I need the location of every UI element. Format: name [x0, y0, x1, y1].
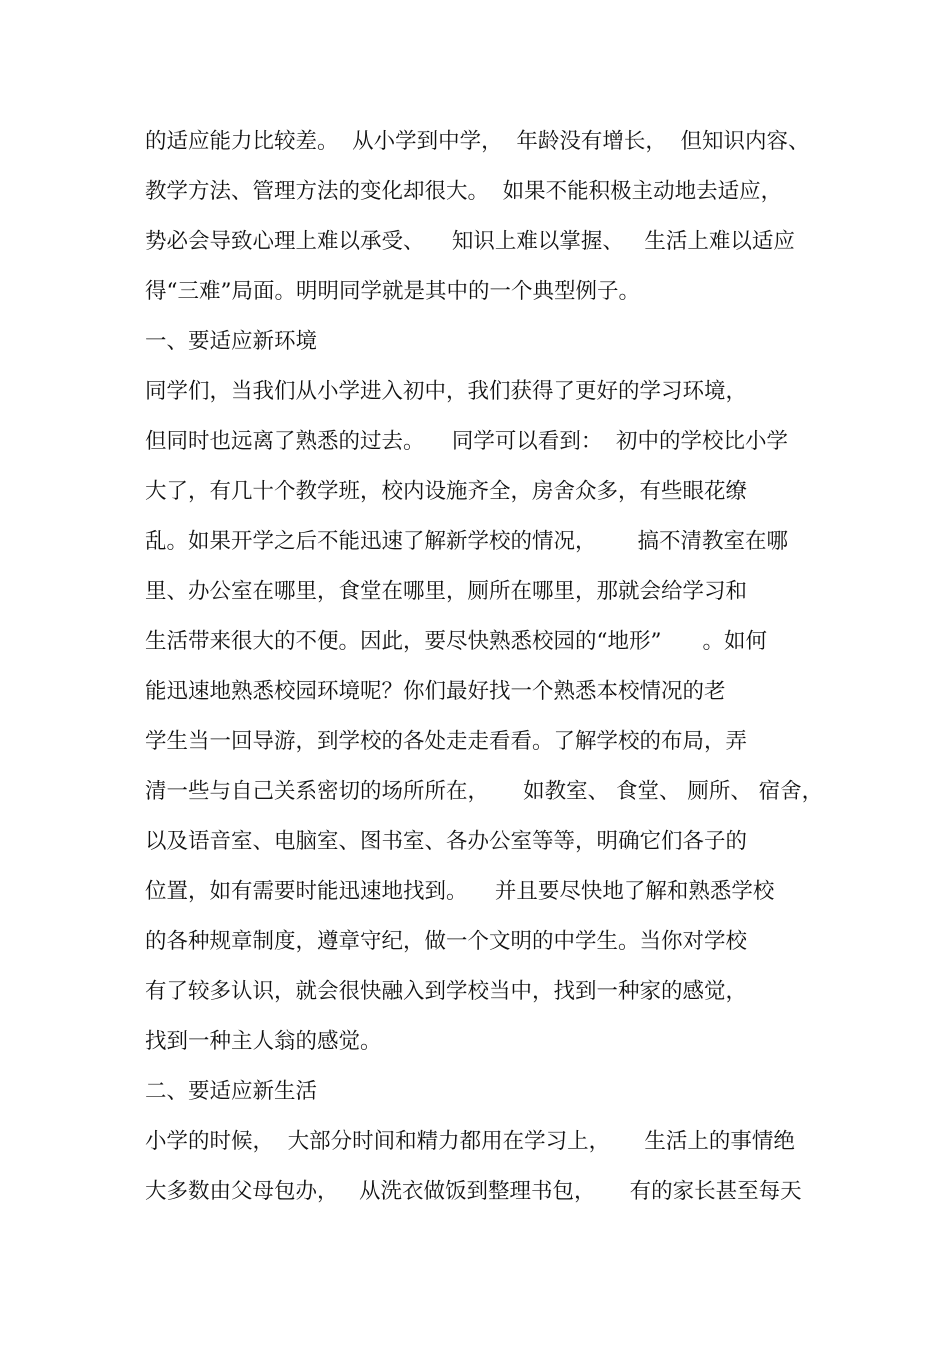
- text-line-1: 的适应能力比较差。 从小学到中学， 年龄没有增长， 但知识内容、: [145, 129, 810, 154]
- text-line-4: 得“三难”局面。明明同学就是其中的一个典型例子。: [145, 279, 640, 304]
- section-heading-1: 一、要适应新环境: [145, 329, 318, 354]
- text-line-7: 但同时也远离了熟悉的过去。 同学可以看到： 初中的学校比小学: [145, 429, 789, 454]
- text-line-22: 大多数由父母包办， 从洗衣做饭到整理书包， 有的家长甚至每天: [145, 1179, 802, 1204]
- text-line-9: 乱。如果开学之后不能迅速了解新学校的情况， 搞不清教室在哪: [145, 529, 789, 554]
- text-line-11: 生活带来很大的不便。因此，要尽快熟悉校园的“地形” 。如何: [145, 629, 767, 654]
- section-heading-2: 二、要适应新生活: [145, 1079, 318, 1104]
- text-line-2: 教学方法、管理方法的变化却很大。 如果不能积极主动地去适应，: [145, 179, 783, 204]
- text-line-17: 的各种规章制度，遵章守纪，做一个文明的中学生。当你对学校: [145, 929, 748, 954]
- text-line-15: 以及语音室、电脑室、图书室、各办公室等等，明确它们各子的: [145, 829, 748, 854]
- text-line-6: 同学们，当我们从小学进入初中，我们获得了更好的学习环境，: [145, 379, 748, 404]
- text-line-12: 能迅速地熟悉校园环境呢？你们最好找一个熟悉本校情况的老: [145, 679, 726, 704]
- text-line-14: 清一些与自己关系密切的场所所在， 如教室、 食堂、 厕所、 宿舍，: [145, 779, 824, 804]
- text-line-10: 里、办公室在哪里，食堂在哪里，厕所在哪里，那就会给学习和: [145, 579, 748, 604]
- text-line-16: 位置，如有需要时能迅速地找到。 并且要尽快地了解和熟悉学校: [145, 879, 775, 904]
- text-line-13: 学生当一回导游，到学校的各处走走看看。了解学校的布局，弄: [145, 729, 748, 754]
- text-line-3: 势必会导致心理上难以承受、 知识上难以掌握、 生活上难以适应: [145, 229, 795, 254]
- text-line-19: 找到一种主人翁的感觉。: [145, 1029, 382, 1054]
- text-line-18: 有了较多认识，就会很快融入到学校当中，找到一种家的感觉，: [145, 979, 748, 1004]
- text-line-21: 小学的时候， 大部分时间和精力都用在学习上， 生活上的事情绝: [145, 1129, 795, 1154]
- text-line-8: 大了，有几十个教学班，校内设施齐全，房舍众多，有些眼花缭: [145, 479, 748, 504]
